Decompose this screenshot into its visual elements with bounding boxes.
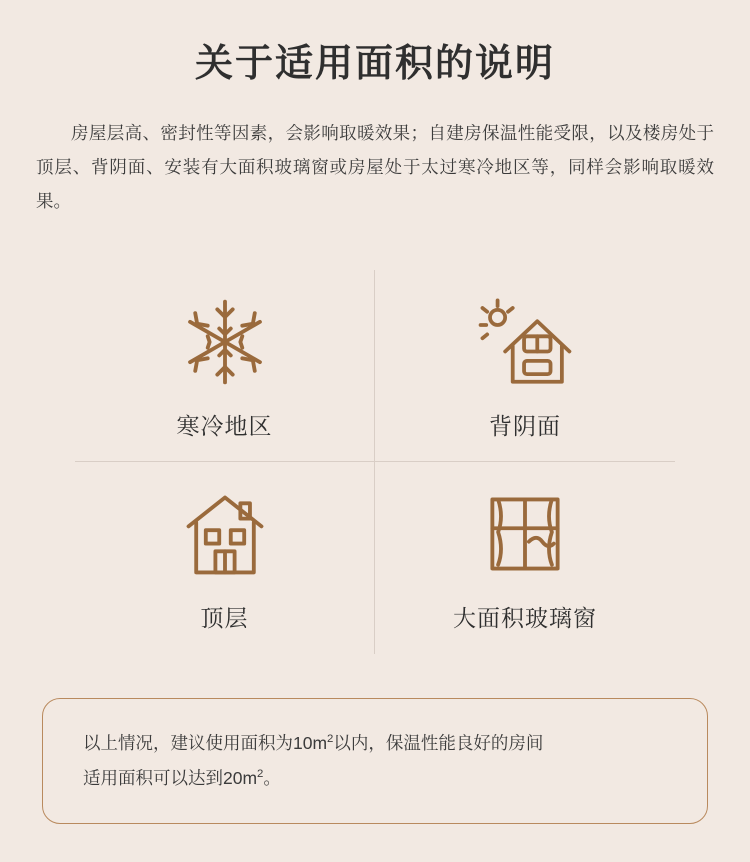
snowflake-icon	[177, 290, 273, 394]
note-box	[42, 698, 708, 824]
factors-grid	[75, 270, 675, 654]
factor-label: 背阴面	[489, 412, 561, 439]
note-line1-sup: 2	[327, 733, 334, 746]
factor-cell-top-floor	[75, 462, 375, 654]
intro-paragraph: 房屋层高、密封性等因素，会影响取暖效果；自建房保温性能受限，以及楼房处于顶层、背阴面、安装有大面积玻璃窗或房屋处于太过寒冷地区等，同样会影响取暖效果。	[36, 122, 714, 211]
top-floor-house-icon	[177, 482, 273, 586]
factor-label: 顶层	[200, 605, 249, 632]
note-line2-before: 适用面积可以达到20m	[83, 768, 258, 788]
note-text	[43, 726, 583, 796]
factor-label: 寒冷地区	[176, 412, 273, 439]
shaded-house-icon	[473, 290, 577, 394]
large-window-icon	[477, 482, 573, 586]
note-line1-after: 以内，保温性能良好的房间	[333, 733, 544, 753]
page-title: 关于适用面积的说明	[194, 43, 555, 85]
factor-cell-cold-area	[75, 270, 375, 462]
note-line2-after: 。	[263, 768, 281, 788]
note-line2-sup: 2	[257, 768, 264, 781]
factor-cell-large-window	[375, 462, 675, 654]
factor-cell-shaded-side	[375, 270, 675, 462]
note-line1-before: 以上情况，建议使用面积为10m	[83, 733, 328, 753]
factor-label: 大面积玻璃窗	[453, 605, 597, 632]
